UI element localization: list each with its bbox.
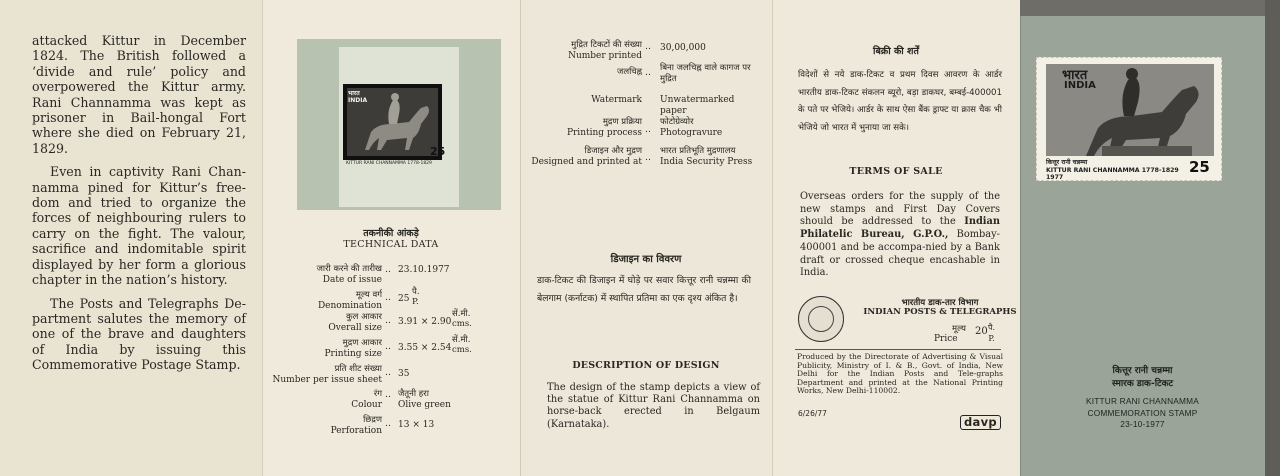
label-hindi: रंग [373, 389, 382, 399]
value-hindi: भारत प्रतिभूति मुद्रणालय [660, 146, 736, 156]
price-unit [988, 322, 995, 344]
history-paragraph: The Posts and Telegraphs De-partment salutes the memory of one of the brave and daughters of India by issuing this Commemorative Postage Stamp. [32, 295, 246, 373]
caption-hindi: कित्तूर रानी चन्नम्मा [1046, 159, 1088, 166]
stamp-denomination: 25 [430, 145, 446, 158]
label-english: Number printed [568, 50, 642, 61]
print-code: 6/26/77 [798, 409, 827, 418]
price-unit-english: P. [988, 334, 995, 343]
label-english: Date of issue [322, 274, 382, 285]
cover-stamp-denomination: 25 [1189, 158, 1210, 176]
tech-value: 13 × 13 [398, 420, 435, 430]
unit-hindi: सें.मी. [452, 309, 471, 319]
label-english: Printing size [324, 348, 382, 359]
tech-label [258, 364, 382, 385]
print-label [522, 40, 642, 61]
sale-title-hindi: बिक्री की शर्तें [873, 46, 919, 57]
tech-label [268, 312, 382, 333]
label-hindi: जलचिह्न [617, 67, 642, 77]
unit-english: P. [412, 296, 419, 307]
stamp-caption: KITTUR RANI CHANNAMMA 1778-1829 [346, 161, 432, 166]
technical-title-hindi: तकनीकी आंकड़े [363, 228, 419, 239]
davp-logo: davp [960, 415, 1001, 430]
label-hindi: मूल्य वर्ग [355, 290, 382, 300]
print-label [522, 67, 642, 78]
label-hindi: मुद्रण आकार [342, 338, 382, 348]
label-hindi: मुद्रित टिकटों की संख्या [571, 40, 642, 50]
value-english: Olive green [398, 399, 451, 410]
label-english: Colour [351, 399, 382, 410]
cover-stamp-country-hindi: भारत [1062, 68, 1088, 83]
stamp-country: INDIA [348, 97, 368, 104]
tech-value: 35 [398, 369, 410, 379]
cover-title-hindi-line: कित्तूर रानी चन्नम्मा [1112, 366, 1173, 376]
print-label-english [522, 95, 642, 106]
sale-terms [800, 191, 1000, 280]
tech-unit [452, 336, 472, 355]
tech-value: 23.10.1977 [398, 265, 450, 275]
label-hindi: जारी करने की तारीख [316, 264, 382, 274]
cover-date: 23-10-1977 [1120, 419, 1165, 429]
cover-title [1020, 396, 1265, 431]
tech-label [268, 264, 382, 285]
tech-value: 3.55 × 2.54 [398, 343, 452, 353]
tech-label [268, 415, 382, 436]
print-label [522, 117, 642, 138]
value-english: Photogravure [660, 127, 723, 138]
print-value [660, 117, 722, 138]
sale-title: TERMS OF SALE [849, 166, 943, 177]
design-description-hindi: डाक-टिकट की डिजाइन में घोड़े पर सवार कित्तूर रानी चन्नम्मा की बेलगाम (कर्नाटक) में स्थापित प्रतिमा का एक दृश्य अंकित है। [537, 275, 751, 304]
caption-year: 1977 [1046, 174, 1064, 181]
history-paragraph: Even in captivity Rani Chan-namma pined for Kittur’s free-dom and tried to organize the forces of neighbouring rulers to carry on the fight. The valour, sacrifice and indomitable spirit displayed by her form a glorious chapter in the nation’s history. [32, 164, 246, 288]
label-english: Perforation [330, 425, 382, 436]
unit-hindi: पै. [412, 287, 420, 297]
cover-title-line: KITTUR RANI CHANNAMMA [1086, 396, 1199, 406]
cover-stamp-country: INDIA [1064, 80, 1096, 91]
department-name-hindi: भारतीय डाक-तार विभाग [901, 298, 979, 308]
cover-title-line: COMMEMORATION STAMP [1087, 407, 1198, 418]
label-hindi: छिद्रण [363, 415, 382, 425]
label-english: Denomination [317, 300, 382, 311]
value-hindi: जैतूनी हरा [398, 389, 429, 399]
background-edge [1265, 0, 1280, 476]
print-value: 30,00,000 [660, 43, 706, 53]
cover-title-hindi [1020, 365, 1265, 391]
technical-title: TECHNICAL DATA [343, 239, 439, 250]
price-label-hindi: मूल्य [952, 324, 966, 334]
stamp-country-hindi: भारत [348, 90, 360, 97]
value-english: India Security Press [660, 156, 753, 167]
tech-label [268, 389, 382, 410]
unit-hindi: सें.मी. [452, 335, 471, 345]
label-hindi: डिजाइन और मुद्रण [584, 146, 642, 156]
cover-title-hindi-line: स्मारक डाक-टिकट [1111, 379, 1174, 389]
sale-terms-text: Overseas orders for the supply of the new stamps and First Day Covers should be addressed to the [800, 191, 1000, 228]
print-value [660, 146, 752, 167]
history-paragraph: attacked Kittur in December 1824. The British followed a ‘divide and rule’ policy and overpowered the Kittur army. Rani Channamma was kept as prisoner in Bail-hongal Fort where she died on February 21, 1829. [32, 33, 246, 156]
tech-label [268, 290, 382, 311]
design-description: The design of the stamp depicts a view of the statue of Kittur Rani Channamma on horse-back erected in Belgaum (Karnataka). [547, 382, 760, 430]
label-english: Designed and printed at [531, 156, 642, 167]
caption-english: KITTUR RANI CHANNAMMA 1778-1829 [1046, 166, 1179, 174]
tech-value: 25 [398, 294, 410, 304]
department-name: INDIAN POSTS & TELEGRAPHS [863, 307, 1017, 317]
label-english: Printing process [566, 127, 642, 138]
tech-unit [452, 310, 472, 329]
print-value [660, 63, 764, 84]
price-label: Price [934, 334, 958, 344]
print-label [522, 146, 642, 167]
label-hindi: कुल आकार [346, 312, 382, 322]
imprint-note: Produced by the Directorate of Advertising & Visual Publicity, Ministry of I. & B., Govt. of India, New Delhi for the Indian Posts and Tele-graphs Department and printed at the National Printing Works, New Delhi-110002. [797, 352, 1003, 396]
label-english: Watermark [591, 95, 642, 105]
value-hindi: बिना जलचिह्न वाले कागज पर मुद्रित [660, 63, 751, 84]
label-hindi: मुद्रण प्रक्रिया [602, 117, 642, 127]
sale-terms-text: Bombay-400001 and be accompa-nied by a Bank draft or crossed cheque encashable in India. [800, 229, 1000, 279]
tech-value [398, 389, 451, 410]
posts-telegraphs-emblem-icon [798, 296, 844, 342]
sale-terms-hindi: विदेशों से नये डाक-टिकट व प्रथम दिवस आवरण के आर्डर भारतीय डाक-टिकट संकलन ब्यूरो, बड़ा डाकघर, बम्बई-400001 के पते पर भेजिये। आर्डर के साथ ऐसा बैंक ड्राफ्ट या क्रास चैक भी भेजिये जो भारत में भुनाया जा सके। [798, 70, 1002, 133]
tech-value: 3.91 × 2.90 [398, 317, 452, 327]
tech-label [268, 338, 382, 359]
label-hindi: प्रति शीट संख्या [334, 364, 382, 374]
design-title: DESCRIPTION OF DESIGN [572, 360, 720, 371]
design-title-hindi: डिजाइन का विवरण [610, 254, 682, 265]
sale-terms-address: Indian Philatelic Bureau, G.P.O., [800, 216, 1000, 241]
price-unit-hindi: पै. [988, 323, 996, 332]
tech-unit [412, 288, 420, 307]
print-value-english: Unwatermarked paper [660, 95, 735, 116]
price-value: 20 [975, 326, 988, 337]
label-english: Number per issue sheet [272, 374, 382, 385]
label-english: Overall size [328, 322, 382, 333]
divider [795, 349, 1001, 350]
history-text [32, 33, 246, 381]
unit-english: cms. [452, 344, 472, 355]
cover-stamp-caption [1046, 159, 1179, 182]
unit-english: cms. [452, 318, 472, 329]
value-hindi: फोटोग्रेव्योर [660, 117, 694, 127]
